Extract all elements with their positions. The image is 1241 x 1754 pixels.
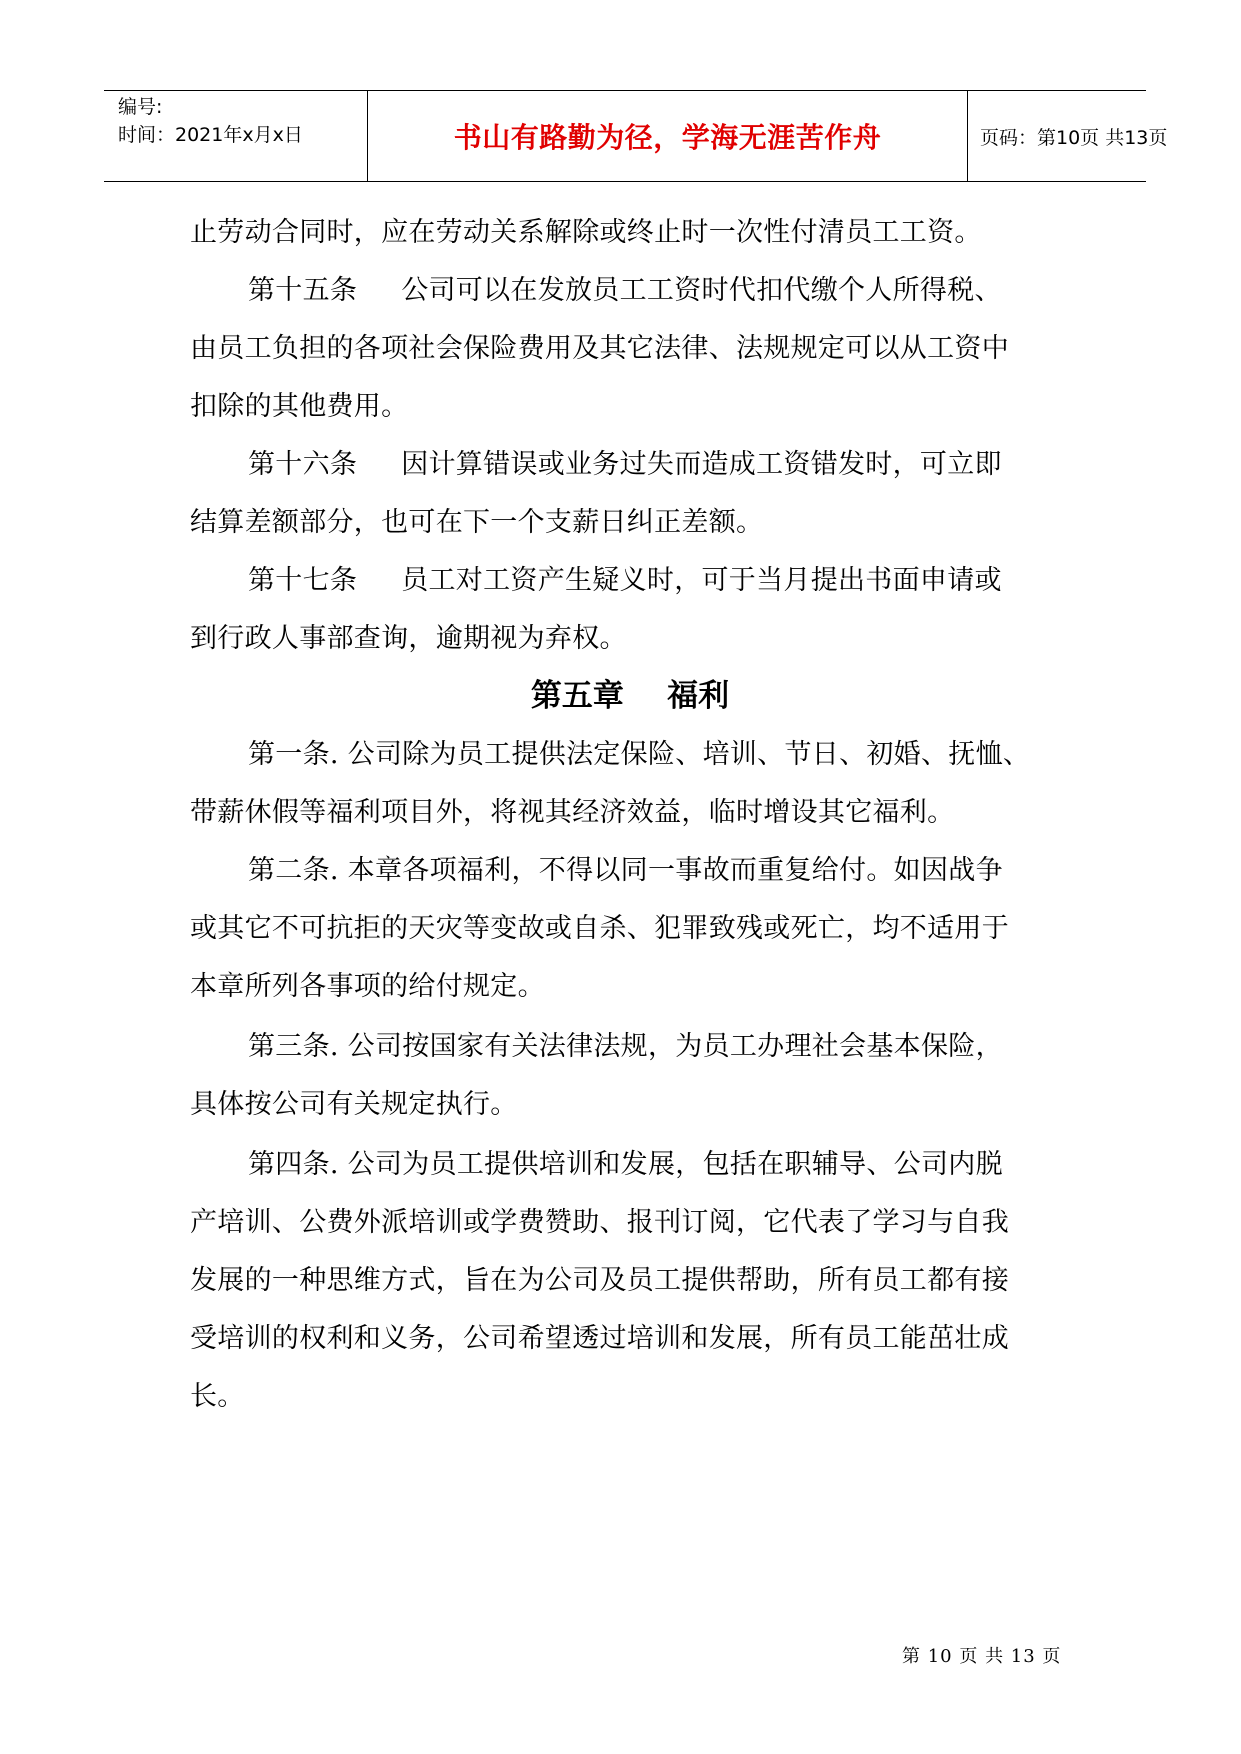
article-17-line-1	[248, 558, 1002, 597]
welfare-article-4-line-3: 发展的一种思维方式，旨在为公司及员工提供帮助，所有员工都有接	[190, 1265, 1009, 1296]
header-left-cell	[104, 91, 368, 181]
article-text: 因计算错误或业务过失而造成工资错发时，可立即	[401, 449, 1002, 480]
welfare-article-2-line-2: 或其它不可抗拒的天灾等变故或自杀、犯罪致残或死亡，均不适用于	[190, 913, 1009, 944]
article-17-line-2: 到行政人事部查询，逾期视为弃权。	[190, 623, 627, 654]
welfare-article-1-line-1: 第一条. 公司除为员工提供法定保险、培训、节日、初婚、抚恤、	[248, 739, 1031, 770]
article-15-line-3: 扣除的其他费用。	[190, 391, 409, 422]
header-page-label: 页码：第10页 共13页	[980, 126, 1168, 149]
header-time-label: 时间：2021年x月x日	[118, 124, 303, 146]
article-15-line-2: 由员工负担的各项社会保险费用及其它法律、法规规定可以从工资中	[190, 333, 1009, 364]
welfare-article-3-line-2: 具体按公司有关规定执行。	[190, 1089, 518, 1120]
welfare-article-2-line-3: 本章所列各事项的给付规定。	[190, 971, 545, 1002]
paragraph-line: 止劳动合同时，应在劳动关系解除或终止时一次性付清员工工资。	[190, 217, 982, 248]
welfare-article-4-line-1: 第四条. 公司为员工提供培训和发展，包括在职辅导、公司内脱	[248, 1149, 1003, 1180]
header-motto: 书山有路勤为径，学海无涯苦作舟	[368, 91, 968, 181]
welfare-article-4-line-2: 产培训、公费外派培训或学费赞助、报刊订阅，它代表了学习与自我	[190, 1207, 1009, 1238]
chapter-title: 第五章 福利	[530, 678, 730, 714]
article-15-line-1	[248, 268, 1002, 307]
article-16-line-1	[248, 442, 1002, 481]
header-number-label: 编号:	[118, 96, 163, 118]
article-number: 第十七条	[248, 565, 358, 596]
header-table	[104, 90, 1168, 182]
welfare-article-1-line-2: 带薪休假等福利项目外，将视其经济效益，临时增设其它福利。	[190, 797, 955, 828]
article-text: 员工对工资产生疑义时，可于当月提出书面申请或	[401, 565, 1002, 596]
welfare-article-4-line-5: 长。	[190, 1381, 245, 1412]
welfare-article-4-line-4: 受培训的权利和义务，公司希望透过培训和发展，所有员工能茁壮成	[190, 1323, 1009, 1354]
article-16-line-2: 结算差额部分，也可在下一个支薪日纠正差额。	[190, 507, 764, 538]
page-footer: 第 10 页 共 13 页	[902, 1646, 1062, 1667]
article-text: 公司可以在发放员工工资时代扣代缴个人所得税、	[401, 275, 1002, 306]
welfare-article-2-line-1: 第二条. 本章各项福利，不得以同一事故而重复给付。如因战争	[248, 855, 1003, 886]
article-number: 第十五条	[248, 275, 358, 306]
article-number: 第十六条	[248, 449, 358, 480]
welfare-article-3-line-1: 第三条. 公司按国家有关法律法规，为员工办理社会基本保险，	[248, 1031, 1003, 1062]
